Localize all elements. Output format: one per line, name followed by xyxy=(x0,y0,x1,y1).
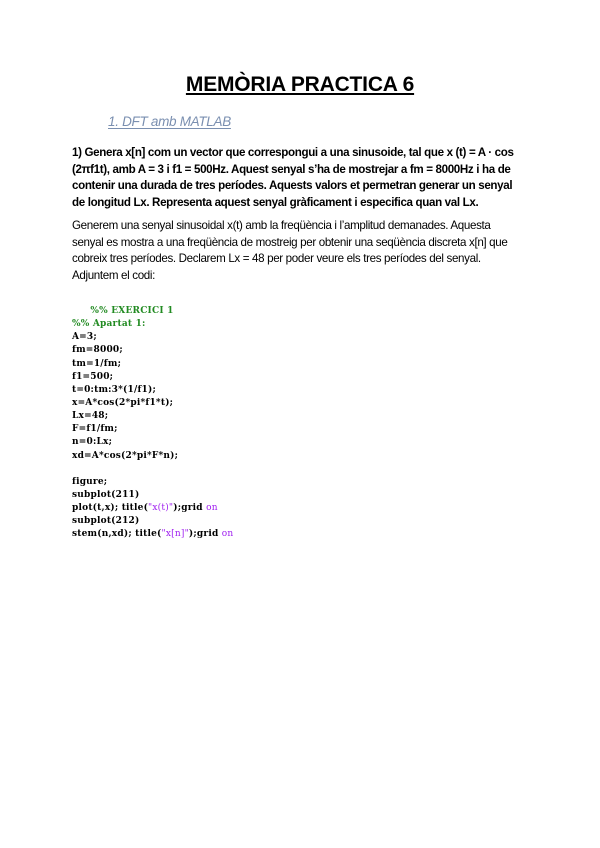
code-line xyxy=(72,318,233,331)
exercise-statement-line: contenir una durada de tres períodes. Aquests valors et permetran generar un senyal xyxy=(72,179,513,192)
code-line: A=3; xyxy=(72,332,97,343)
code-comment: %% EXERCICI 1 xyxy=(90,306,174,316)
code-blank-line xyxy=(72,463,233,476)
code-token: plot(t,x); title( xyxy=(72,503,149,514)
code-keyword: on xyxy=(221,529,234,540)
code-line: subplot(212) xyxy=(72,516,140,527)
explanation-line: senyal es mostra a una freqüència de mostreig per obtenir una seqüència discreta x[n] que xyxy=(72,235,508,249)
code-line: tm=1/fm; xyxy=(72,358,122,369)
code-line: subplot(211) xyxy=(72,489,140,500)
code-keyword: on xyxy=(206,503,218,514)
code-line: figure; xyxy=(72,476,108,487)
code-line xyxy=(72,502,233,515)
code-line: fm=8000; xyxy=(72,345,123,356)
explanation-paragraph xyxy=(72,218,542,284)
matlab-code-block xyxy=(72,305,233,542)
code-line xyxy=(72,528,233,541)
explanation-line: cobreix tres períodes. Declarem Lx = 48 per poder veure els tres períodes del senyal. xyxy=(72,252,481,265)
code-line xyxy=(72,305,233,318)
code-string: "x[n]" xyxy=(161,529,189,540)
explanation-line: Generem una senyal sinusoidal x(t) amb la freqüència i l’amplitud demanades. Aquesta xyxy=(72,219,491,232)
exercise-statement-line: de longitud Lx. Representa aquest senyal gràficament i especifica quan val Lx. xyxy=(72,195,479,209)
code-token: );grid xyxy=(173,503,207,514)
code-comment: %% Apartat 1: xyxy=(72,319,146,330)
explanation-line: Adjuntem el codi: xyxy=(72,268,155,282)
exercise-statement-line: (2πf1t), amb A = 3 i f1 = 500Hz. Aquest senyal s’ha de mostrejar a fm = 8000Hz i ha de xyxy=(72,162,511,176)
code-line: n=0:Lx; xyxy=(72,437,113,448)
code-line: xd=A*cos(2*pi*F*n); xyxy=(72,450,179,461)
code-string: "x(t)" xyxy=(148,503,174,514)
section-heading: 1. DFT amb MATLAB xyxy=(108,114,231,129)
code-line: f1=500; xyxy=(72,371,114,382)
code-line: Lx=48; xyxy=(72,411,109,422)
code-line: t=0:tm:3*(1/f1); xyxy=(72,384,156,395)
code-token: stem(n,xd); title( xyxy=(72,529,162,540)
code-line: x=A*cos(2*pi*f1*t); xyxy=(72,397,174,408)
exercise-statement xyxy=(72,145,534,211)
code-token: );grid xyxy=(188,529,222,540)
code-line: F=f1/fm; xyxy=(72,424,118,435)
document-title: MEMÒRIA PRACTICA 6 xyxy=(185,73,415,96)
exercise-statement-line: 1) Genera x[n] com un vector que correspongui a una sinusoide, tal que x (t) = A · cos xyxy=(72,146,514,159)
